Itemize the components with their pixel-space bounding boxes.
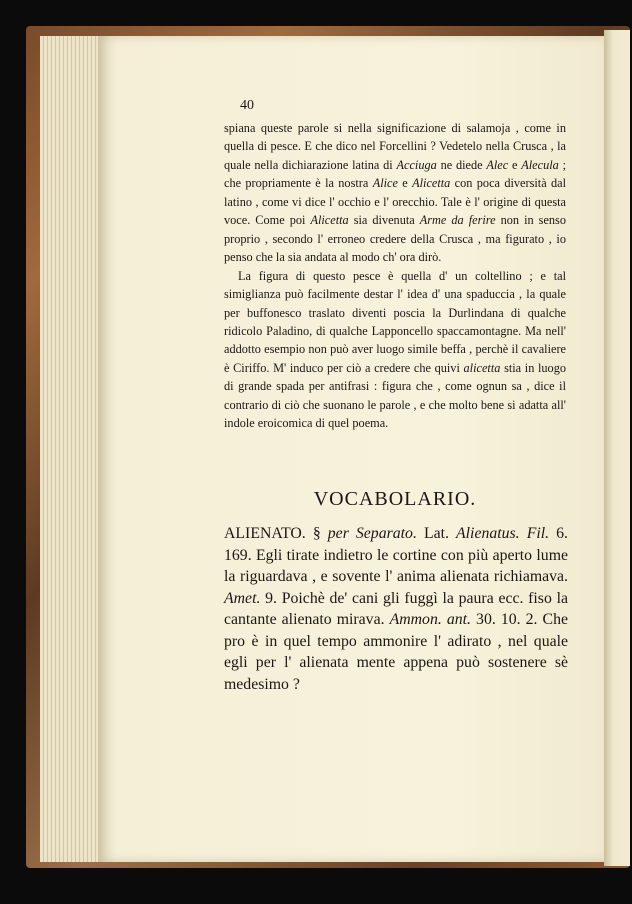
- text-run: ; che propriamente è la nostra: [224, 157, 566, 191]
- paragraph-1: [224, 119, 566, 267]
- italic-run: Acciuga: [396, 157, 437, 172]
- italic-run: Ammon. ant.: [389, 611, 471, 628]
- text-run: 6. 169. Egli tirate indietro le cortine con più aperto lume la riguardava , e sovente l' anima alienata richiamava.: [224, 525, 568, 585]
- italic-run: Amet.: [224, 589, 261, 607]
- italic-run: alicetta: [463, 360, 501, 375]
- commentary-text: [224, 119, 566, 433]
- italic-run: Alienatus. Fil.: [456, 525, 550, 542]
- text-run: La figura di questo pesce è quella d' un coltellino ; e tal simiglianza può facilmente destar l' idea d' una spaduccia , la quale per buffonesco traslato diventi poscia la Durlindana di qualche ridicolo Paladino, di qualche Lapponcello spaccamontagne. Ma nell' addotto esempio non può aver luogo simile beffa , perchè il cavaliere è Ciriffo. M' induco per ciò a credere che quivi: [224, 268, 566, 375]
- text-run: non in senso proprio , secondo l' erroneo credere della Crusca , ma figurato , io penso che la sia andata al modo ch' ora dirò.: [224, 213, 566, 265]
- entry-alienato: [224, 523, 568, 695]
- page-number: 40: [240, 98, 254, 113]
- italic-run: Alicetta: [310, 213, 349, 228]
- paragraph-2: [224, 267, 566, 433]
- page-edges: [40, 36, 100, 862]
- text-run: e: [397, 176, 413, 191]
- italic-run: Alicetta: [412, 176, 451, 191]
- italic-run: Alec: [486, 157, 509, 172]
- text-run: spiana queste parole si nella significazione di salamoja , come in quella di pesce. E che dico nel Forcellini ? Vedetelo nella Crusca , la quale nella dichiarazione latina di: [224, 121, 566, 172]
- text-run: con poca diversità dal latino , come vi dice l' occhio e l' orecchio. Tale è l' origine di questa voce. Come poi: [224, 176, 567, 228]
- text-run: Lat.: [416, 525, 457, 542]
- section-heading: VOCABOLARIO.: [313, 488, 477, 510]
- italic-run: Alice: [372, 176, 398, 191]
- italic-run: per Separato.: [327, 525, 417, 542]
- text-run: 30. 10. 2. Che pro è in quel tempo ammonire l' adirato , nel quale egli per l' alienata mente appena può sostenere sè medesimo ?: [224, 611, 568, 693]
- text-run: e: [508, 157, 522, 172]
- text-run: stia in luogo di grande spada per antifrasi : figura che , come ognun sa , dice il contrario di ciò che suonano le parole , e che molto bene si adatta all' indole eroicomica di quel poema.: [224, 360, 567, 431]
- dictionary-entry: [224, 523, 568, 695]
- text-run: ne diede: [436, 157, 487, 172]
- italic-run: Alecula: [521, 157, 559, 172]
- italic-run: Arme da ferire: [419, 213, 496, 228]
- facing-page-edge: [604, 30, 630, 866]
- text-run: sia divenuta: [348, 213, 420, 228]
- text-run: 9. Poichè de' cani gli fuggì la paura ecc. fiso la cantante alienato mirava.: [224, 589, 568, 628]
- text-run: ALIENATO. §: [224, 525, 328, 542]
